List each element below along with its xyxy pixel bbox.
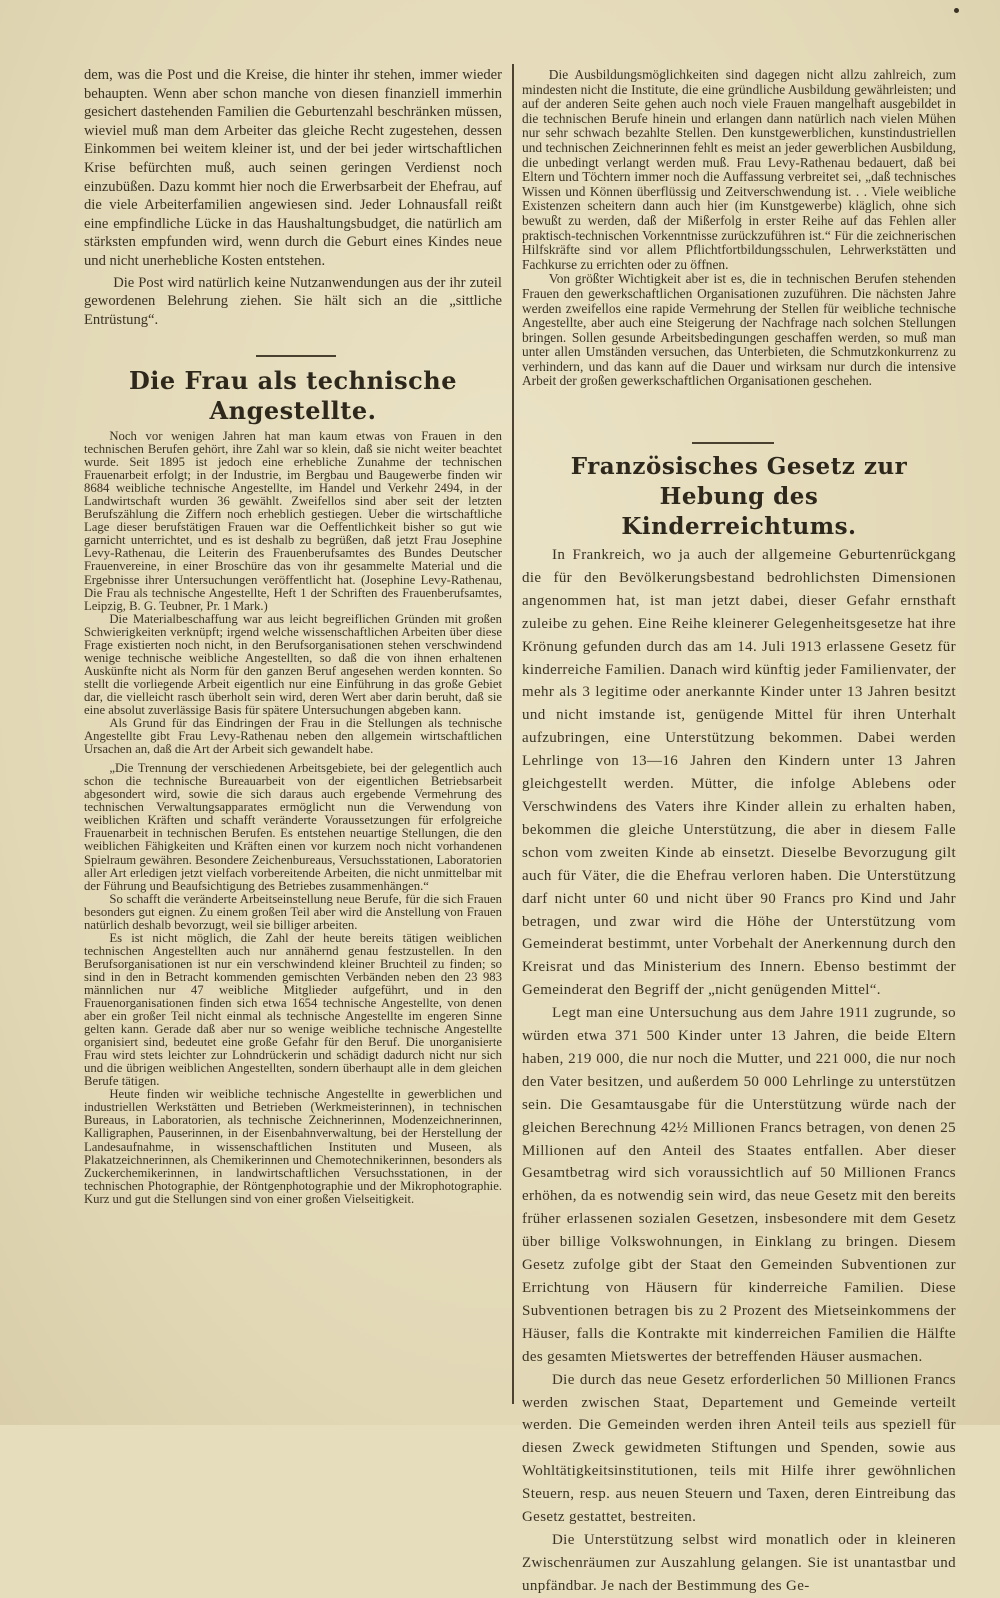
paragraph: So schafft die veränderte Arbeitseinstellung neue Berufe, für die sich Frauen besonders gut eignen. Zu einem großen Teil aber wird die Anstellung von Frauen natürlich deshalb bevorzugt, weil sie billiger arbeiten.	[84, 891, 502, 932]
left-top-article-end	[84, 66, 502, 329]
section-divider	[256, 355, 336, 357]
paragraph: Es ist nicht möglich, die Zahl der heute bereits tätigen weiblichen technischen Angestellten auch nur annähernd genau festzustellen. In den Berufsorganisationen ist nur ein verschwindend kleiner Bruchteil zu finden; so sind in den in Betracht kommenden gemischten Verbänden neben den 23 983 männlichen nur 47 weibliche Mitglieder aufgeführt, und in den Frauenorganisationen finden sich etwa 1654 technische Angestellte, von denen aber ein großer Teil nicht einmal als technische Angestellte im engeren Sinne gelten kann. Gerade daß aber nur so wenige weibliche technische Angestellte organisiert sind, bedeutet eine große Gefahr für den Beruf. Die unorganisierte Frau wird stets leichter zur Lohndrückerin und schädigt dadurch nicht nur sich und die übrigen weiblichen Angestellten, sondern überhaupt alle in dem gleichen Berufe tätigen.	[84, 930, 502, 1089]
paragraph: Heute finden wir weibliche technische Angestellte in gewerblichen und industriellen Werkstätten und Betrieben (Werkmeisterinnen), in technischen Bureaus, in Laboratorien, als technische Zeichnerinnen, Modenzeichnerinnen, Kalligraphen, Pauserinnen, in der Eisenbahnverwaltung, bei der Herstellung der Landesaufnahme, in wissenschaftlichen Instituten und Museen, als Plakatzeichnerinnen, als Chemikerinnen und Chemotechnikerinnen, besonders als Zuckerchemikerinnen, in landwirtschaftlichen Versuchsstationen, in der technischen Photographie, der Röntgenphotographie und der Mikrophotographie. Kurz und gut die Stellungen sind von einer großen Vielseitigkeit.	[84, 1087, 502, 1206]
paragraph: dem, was die Post und die Kreise, die hinter ihr stehen, immer wieder behaupten. Wenn aber schon manche von diesen finanziell immerhin gesichert dastehenden Familien die Geburtenzahl beschränken müssen, wieviel muß man dem Arbeiter das gleiche Recht zugestehen, dessen Einkommen bei weitem kleiner ist, und der bei jeder wirtschaftlichen Krise befürchten muß, auch seinen geringen Verdienst noch einzubüßen. Dazu kommt hier noch die Erwerbsarbeit der Ehefrau, auf die viele Arbeiterfamilien angewiesen sind. Jeder Lohnausfall reißt eine empfindliche Lücke in das Haushaltungsbudget, die natürlich am stärksten empfunden wird, wenn durch die Geburt eines Kindes neue und nicht unerhebliche Kosten entstehen.	[84, 67, 502, 269]
article-women-technical-employees	[84, 366, 502, 1206]
paragraph: In Frankreich, wo ja auch der allgemeine Geburtenrückgang die für den Bevölkerungsbestand bedrohlichsten Dimensionen angenommen hat, ist man jetzt dabei, dieser Gefahr ernsthaft zuleibe zu gehen. Eine Reihe kleinerer Gelegenheitsgesetze hat ihre Krönung gefunden durch das am 14. Juli 1913 erlassene Gesetz für kinderreiche Familien. Danach wird künftig jeder Familienvater, der mehr als 3 legitime oder anerkannte Kinder unter 13 Jahren besitzt und nicht imstande ist, genügende Mittel für ihren Unterhalt aufzubringen, eine Unterstützung bekommen. Dabei werden Lehrlinge von 13—16 Jahren den Kindern unter 13 Jahren gleichgestellt werden. Mütter, die infolge Ablebens oder Verschwindens des Vaters ihre Kinder allein zu erhalten haben, bekommen die gleiche Unterstützung, die aber in diesem Falle schon vom zweiten Kinde ab einsetzt. Dieselbe Bevorzugung gilt auch für Väter, die die Ehefrau verloren haben. Die Unterstützung darf nicht unter 60 und nicht über 90 Francs pro Kind und Jahr betragen, und zwar wird die Höhe der Unterstützung vom Gemeinderat bestimmt, unter Vorbehalt der Anerkennung durch den Kreisrat und das Ministerium des Innern. Ebenso bestimmt der Gemeinderat den Begriff der „nicht genügenden Mittel“.	[522, 547, 956, 999]
column-rule	[512, 64, 514, 1404]
paragraph: Die Unterstützung selbst wird monatlich oder in kleineren Zwischenräumen zur Auszahlung gelangen. Sie ist unantastbar und unpfändbar. Je nach der Bestimmung des Ge-	[522, 1531, 956, 1594]
article-title-line-1: Französisches Gesetz zur Hebung des	[570, 453, 908, 510]
paragraph: Als Grund für das Eindringen der Frau in die Stellungen als technische Angestellte gibt Frau Levy-Rathenau neben den allgemein wirtschaftlichen Ursachen an, daß die Art der Arbeit sich gewandelt habe.	[84, 716, 502, 757]
paragraph: Die durch das neue Gesetz erforderlichen 50 Millionen Francs werden zwischen Staat, Departement und Gemeinde verteilt werden. Die Gemeinden werden ihren Anteil teils aus speziell für diesen Zweck gewidmeten Stiftungen und Spenden, sowie aus Wohltätigkeitsinstitutionen, teils mit Hilfe ihrer gewöhnlichen Steuern, resp. aus neuen Steuern und Taxen, deren Eintreibung das Gesetz gestattet, bestreiten.	[522, 1371, 956, 1526]
right-top-article-end	[522, 68, 956, 389]
paragraph: Die Materialbeschaffung war aus leicht begreiflichen Gründen mit großen Schwierigkeiten verknüpft; irgend welche wissenschaftlichen Arbeiten über diese Frage existierten noch nicht, in den Berufsorganisationen stehen verschwindend wenige technische weibliche Angestellten, so daß die von ihnen erhaltenen Auskünfte nicht als Norm für den ganzen Beruf angesehen werden konnten. So stellt die vorliegende Arbeit eigentlich nur eine Einführung in das große Gebiet dar, die vielleicht rasch überholt sein wird, deren Wert aber darin beruht, daß sie eine absolut zuverlässige Basis für spätere Untersuchungen abgeben kann.	[84, 611, 502, 717]
article-title-line-2: Kinderreichtums.	[621, 513, 857, 540]
paragraph: Die Ausbildungsmöglichkeiten sind dagegen nicht allzu zahlreich, zum mindesten nicht die Institute, die eine gründliche Ausbildung gewährleisten; und auf der anderen Seite gehen auch noch viele Frauen mangelhaft ausgebildet in die technischen Berufe hinein und erlangen dann natürlich nach vielen Mühen nur sehr schwach bezahlte Stellen. Den kunstgewerblichen, kunstindustriellen und technischen Zeichnerinnen fehlt es meist an jeder gewerblichen Ausbildung, die unbedingt verlangt werden muß. Frau Levy-Rathenau bedauert, daß bei Eltern und Töchtern immer noch die Auffassung verbreitet sei, „daß technisches Wissen und Können überflüssig und Zeitverschwendung ist. . . Viele weibliche Existenzen scheitern dann auch hier (im Kunstgewerbe) kläglich, ohne sich bewußt zu werden, daß der Mißerfolg in erster Reihe auf das Fehlen aller praktisch-technischen Vorkenntnisse zurückzuführen ist.“ Für die zeichnerischen Hilfskräfte sind vor allem Pflichtfortbildungsschulen, Lehrwerkstätten und Fachkurse zu errichten oder zu öffnen.	[522, 67, 956, 272]
paragraph: Legt man eine Untersuchung aus dem Jahre 1911 zugrunde, so würden etwa 371 500 Kinder unter 13 Jahren, die beide Eltern haben, 219 000, die nur noch die Mutter, und 221 000, die nur noch den Vater besitzen, und außerdem 50 000 Lehrlinge zu unterstützen sein. Die Gesamtausgabe für die Unterstützung würde nach der gleichen Berechnung 42½ Millionen Francs betragen, von denen 25 Millionen auf den Anteil des Staates entfallen. Aber dieser Gesamtbetrag wird sich voraussichtlich auf 50 Millionen Francs erhöhen, da es notwendig sein wird, das neue Gesetz mit den bereits früher erlassenen sozialen Gesetzen, insbesondere mit dem Gesetz über billige Volkswohnungen, in Einklang zu bringen. Diesem Gesetz zufolge gibt der Staat den Gemeinden Subventionen zur Errichtung von Häusern für kinderreiche Familien. Diese Subventionen betragen bis zu 2 Prozent des Mietseinkommens der Häuser, falls die Kontrakte mit kinderreichen Familien die Hälfte des gesamten Mietswertes der betreffenden Häuser ausmachen.	[522, 1005, 956, 1365]
article-title: Die Frau als technische Angestellte.	[128, 366, 458, 425]
paragraph: Noch vor wenigen Jahren hat man kaum etwas von Frauen in den technischen Berufen gehört, ihre Zahl war so klein, daß sie nicht weiter beachtet wurde. Seit 1895 ist jedoch eine erhebliche Zunahme der technischen Frauenarbeit erfolgt; in der Industrie, im Bergbau und Baugewerbe finden wir 8684 weibliche technische Angestellte, im Handel und Verkehr 2494, in der Landwirtschaft wurden 36 gewählt. Zweifellos sind aber seit der letzten Berufszählung die Ziffern noch erheblich gestiegen. Ueber die wirtschaftliche Lage dieser berufstätigen Frauen war die Oeffentlichkeit bisher so gut wie garnicht unterrichtet, und es ist deshalb zu begrüßen, daß jetzt Frau Josephine Levy-Rathenau, die Leiterin des Frauenberufsamtes des Bundes Deutscher Frauenvereine, in einer Broschüre das von ihr gesammelte Material und die Ergebnisse ihrer Untersuchungen veröffentlicht hat. (Josephine Levy-Rathenau, Die Frau als technische Angestellte, Heft 1 der Schriften des Frauenberufsamtes, Leipzig, B. G. Teubner, Pr. 1 Mark.)	[84, 429, 502, 613]
section-divider	[692, 442, 774, 444]
paragraph: Von größter Wichtigkeit aber ist es, die in technischen Berufen stehenden Frauen den gewerkschaftlichen Organisationen zuzuführen. Die nächsten Jahre werden zweifellos eine rapide Vermehrung der Stellen für weibliche technische Angestellte, aber auch eine Steigerung der Nachfrage nach solchen Stellungen bringen. Sollen gesunde Arbeitsbedingungen geschaffen werden, so muß man unter allen Umständen versuchen, das Unterbieten, die Schmutzkonkurrenz zu verhindern, und das kann auf die Dauer und wirksam nur durch die intensive Arbeit der großen gewerkschaftlichen Organisationen geschehen.	[522, 271, 956, 389]
paragraph: Die Post wird natürlich keine Nutzanwendungen aus der ihr zuteil gewordenen Belehrung ziehen. Sie hält sich an die „sittliche Entrüstung“.	[84, 274, 502, 328]
article-french-law	[522, 452, 956, 1598]
ink-speck	[954, 8, 959, 13]
quote-paragraph: „Die Trennung der verschiedenen Arbeitsgebiete, bei der gelegentlich auch schon die technische Bureauarbeit von der eigentlichen Betriebsarbeit abgesondert wird, sowie die sich daraus auch ergebende Vermehrung des technischen Verwaltungsapparates ermöglicht nun die Verwendung von weiblichen Kräften und schafft veränderte Voraussetzungen für erfolgreiche Frauenarbeit in technischen Berufen. Es entstehen neuartige Stellungen, die den weiblichen Fähigkeiten und Kräften einen vor kurzem noch nicht vorhandenen Spielraum gewähren. Besondere Zeichenbureaus, Versuchsstationen, Laboratorien aller Art erledigen jetzt vielfach vorbereitende Arbeiten, die nicht unmittelbar mit der Führung und Beaufsichtigung des Betriebes zusammenhängen.“	[84, 761, 502, 893]
